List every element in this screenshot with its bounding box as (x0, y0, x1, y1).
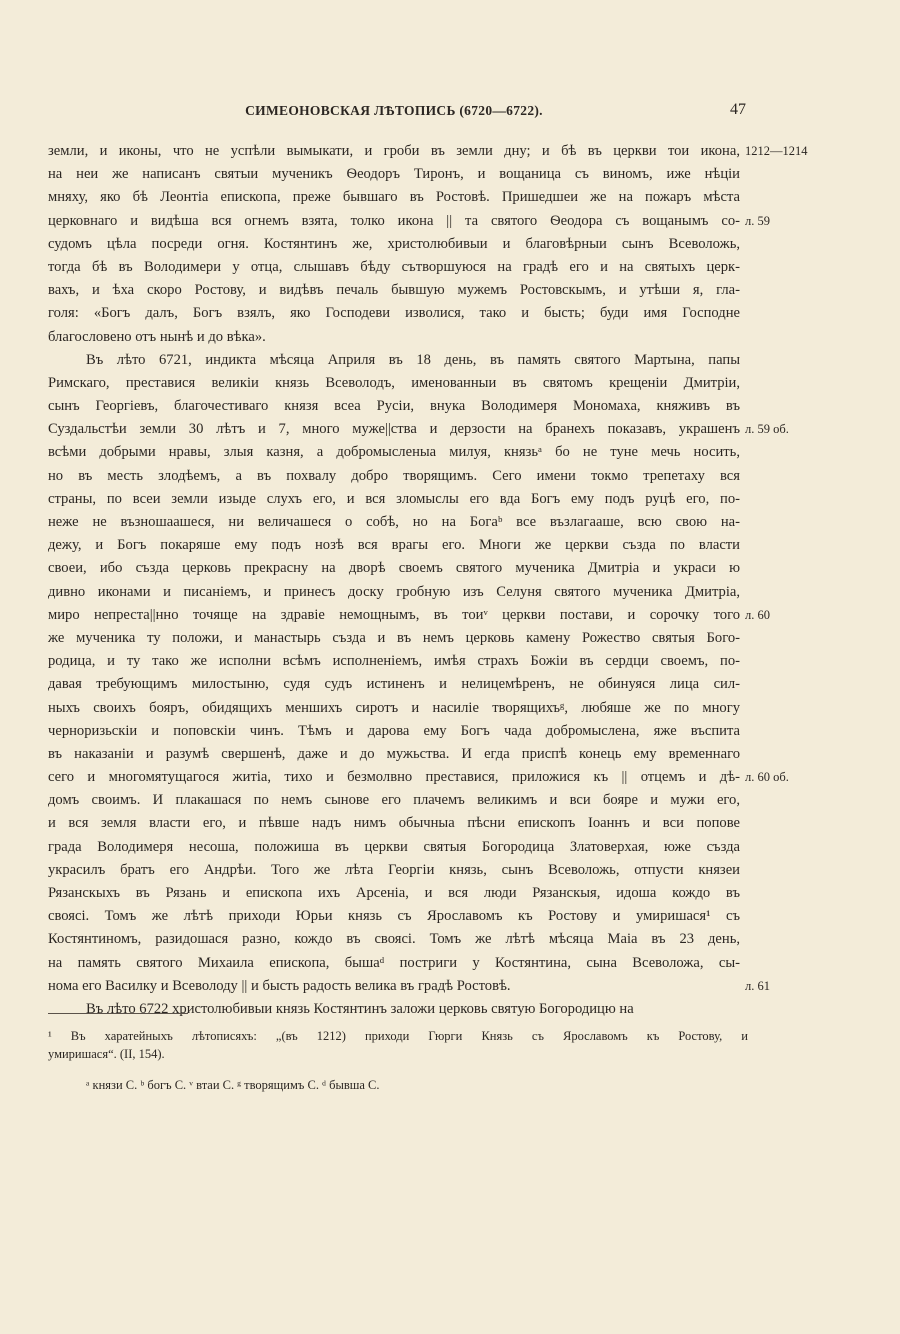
text-line: Рязанскыхъ въ Рязань и епископа ихъ Арсенiа, и вся люди Рязанскыя, идоша кождо въ (48, 885, 740, 901)
text-line: черноризьскiи и поповскiи чинъ. Тѣмъ и дарова ему Богъ чада добромыслена, яже въспита (48, 722, 740, 739)
main-text (48, 140, 740, 1021)
text-line: страны, по всеи земли изыде слухъ его, и вся зломыслы его вда Богъ ему подъ руцѣ его, по- (48, 490, 740, 507)
text-line: вахъ, и ѣха скоро Ростову, и видѣвъ печаль бывшую мужемъ Ростовскымъ, и утѣши я, гла- (48, 282, 740, 299)
text-line: сего и многомятущагося житiа, тихо и безмолвно преставися, приложися къ || отцемъ и дѣ- (48, 769, 740, 786)
text-line: всѣми добрыми нравы, злыя казня, а добромысленыа милуя, князьᵃ бо не туне мечь носить, (48, 444, 740, 461)
footnote (48, 1027, 748, 1063)
text-line: въ наказанiи и разумѣ свершенѣ, даже и до мужьства. И егда приспѣ конець ему временнаго (48, 745, 740, 762)
text-line: своясi. Томъ же лѣтѣ приходи Юрьи князь съ Ярославомъ къ Ростову и умиришася¹ съ (48, 908, 740, 925)
margin-note: л. 59 об. (745, 422, 789, 437)
text-line: на память святого Михаила епископа, бышаᵈ постриги у Костянтина, сына Всеволожа, сы- (48, 954, 740, 971)
text-line: Суздальстѣи земли 30 лѣтъ и 7, много муже||ства и дерзости на бранехъ показавъ, украшенъ (48, 421, 740, 438)
text-line: дежу, и Богъ покаряше ему подъ нозѣ вся врагы его. Многи же церкви създа по власти (48, 537, 740, 554)
text-line: земли, и иконы, что не успѣли вымыкати, и гроби въ земли дну; и бѣ въ церкви тои икона, (48, 143, 740, 159)
text-line: голя: «Богъ далъ, Богъ взялъ, яко Господеви изволися, тако и бысть; буди имя Господне (48, 305, 740, 322)
page-number: 47 (730, 101, 746, 118)
footnote-line: ¹ Въ харатейныхъ лѣтописяхъ: „(въ 1212) приходи Гюрги Князь съ Ярославомъ къ Ростову, и (48, 1029, 748, 1043)
margin-note: 1212—1214 (745, 144, 808, 158)
text-line: и вся земля власти его, и пѣвше надъ нимъ обычныа пѣсни епископъ Iоаннъ и вси попове (48, 815, 740, 832)
margin-note: л. 59 (745, 213, 770, 228)
margin-note: л. 61 (745, 979, 770, 994)
variant-readings: ᵃ князи С. ᵇ богъ С. ᵛ втаи С. ᵍ творящимъ С. ᵈ бывша С. (86, 1078, 380, 1092)
text-line: неже не възношаашеся, ни величашеся о собѣ, но на Богаᵇ все възлагааше, всю свою на- (48, 514, 740, 530)
text-line: же мученика ту положи, и манастырь създа и въ немъ церковь камену Рожество святыя Бого- (48, 629, 740, 646)
text-line: домъ своимъ. И плакашася по немъ сынове его плачемъ великимъ и вси бояре и мужи его, (48, 792, 740, 809)
text-line: церковнаго и видѣша вся огнемъ взята, толко икона || та святого Ѳеодора съ вощанымъ со- (48, 212, 740, 229)
text-line: града Володимеря несоша, положиша въ церкви святыя Богородица Златоверхая, юже създа (48, 838, 740, 855)
margin-note: л. 60 (745, 608, 770, 622)
margin-note: л. 60 об. (745, 770, 789, 785)
text-line: судомъ цѣла посреди огня. Костянтинъ же, христолюбивыи и благовѣрныи сынъ Всеволожь, (48, 235, 740, 252)
text-line: ныхъ своихъ бояръ, обидящихъ меншихъ сиротъ и насилiе творящихъᵍ, любяше же по многу (48, 699, 740, 716)
text-line: но въ месть злодѣемъ, а въ похвалу добро творящимъ. Сего имени токмо трепетаху вся (48, 467, 740, 484)
text-line: благословено отъ нынѣ и до вѣка». (48, 328, 266, 345)
text-line: Въ лѣто 6722 христолюбивыи князь Костянтинъ заложи церковь святую Богородицю на (86, 1000, 634, 1017)
text-line: украсилъ братъ его Андрѣи. Того же лѣта Георгiи князь, сынъ Всеволожь, отпусти князеи (48, 861, 740, 878)
page-header (48, 101, 746, 127)
footnote-line: умиришася“. (II, 154). (48, 1047, 165, 1061)
text-line: тогда бѣ въ Володимери у отца, слышавъ бѣду сътворшуюся на градѣ его и на святыхъ церк- (48, 258, 740, 275)
text-line: на неи же написанъ святыи мученикъ Ѳеодоръ Тиронъ, и вощаница съ виномъ, иже нѣцiи (48, 166, 740, 183)
text-line: миро непреста||нно точяще на здравiе немощнымъ, въ тоиᵛ церкви постави, и сорочку того (48, 606, 740, 623)
text-line: сынъ Георгiевъ, благочестиваго князя всеа Русiи, внука Володимеря Мономаха, княживъ въ (48, 398, 740, 415)
text-line: родица, и ту тако же исполни всѣмъ исполненiемъ, имѣя страхъ Божiи въ сердци своемъ, по- (48, 653, 740, 670)
text-line: Римскаго, преставися великiи князь Всеволодъ, именованныи въ святомъ крещенiи Дмитрiи, (48, 374, 740, 391)
footnote-separator (48, 1013, 188, 1014)
running-title: СИМЕОНОВСКАЯ ЛѢТОПИСЬ (6720—6722). (245, 103, 543, 118)
text-line: давая требующимъ милостыню, судя судъ истиненъ и нелицемѣренъ, не обинуяся лица сил- (48, 676, 740, 693)
text-line: мняху, яко бѣ Леонтiа епископа, преже бывшаго въ Ростовѣ. Пришедшеи же на пожаръ мѣста (48, 189, 740, 206)
text-line: Костянтиномъ, разидошася разно, кождо въ своясi. Томъ же лѣтѣ мѣсяца Маiа въ 23 день, (48, 931, 740, 948)
text-line: Въ лѣто 6721, индикта мѣсяца Априля въ 18 день, въ память святого Мартына, папы (86, 351, 740, 368)
text-line: дивно иконами и писанiемъ, и принесъ доску гробную изъ Селуня святого мученика Дмитрiа, (48, 583, 740, 600)
text-line: своеи, ибо създа церковь прекрасну на дворѣ своемъ святого мученика Дмитрiа и украси ю (48, 560, 740, 577)
text-line: нома его Василку и Всеволоду || и бысть радость велика въ градѣ Ростовѣ. (48, 977, 511, 994)
